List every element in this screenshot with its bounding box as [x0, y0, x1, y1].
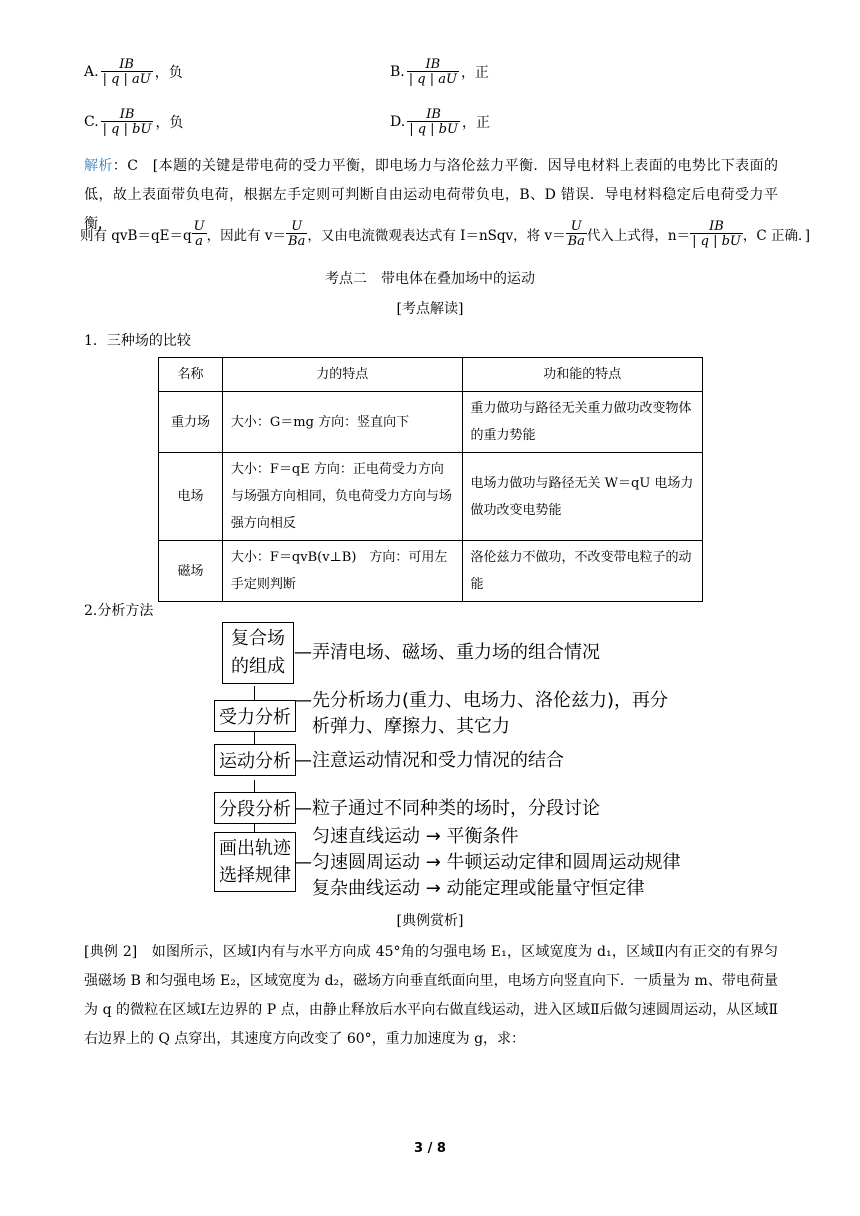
- table-cell-force: 大小：F＝qvB(v⊥B) 方向：可用左手定则判断: [222, 541, 462, 602]
- box-trajectory-law: 画出轨迹 选择规律: [214, 832, 296, 892]
- flow-text-motion: —注意运动情况和受力情况的结合: [294, 750, 564, 771]
- option-b: B. $\frac{IB}{| q | aU}$ ，正: [390, 57, 489, 87]
- option-c-fraction: $\frac{IB}{| q | bU}$: [102, 107, 152, 137]
- section-title: 考点二 带电体在叠加场中的运动: [325, 271, 535, 287]
- flow-text-force: —先分析场力(重力、电场力、洛伦兹力)，再分 析弹力、摩擦力、其它力: [294, 690, 669, 737]
- example-subtitle: [典例赏析]: [396, 913, 464, 929]
- table-header-row: [159, 358, 703, 392]
- flow-text-segment: —粒子通过不同种类的场时，分段讨论: [294, 798, 600, 819]
- option-a: A. $\frac{IB}{| q | aU}$ ，负: [84, 57, 183, 87]
- flow-text-composite: —弄清电场、磁场、重力场的组合情况: [294, 642, 600, 663]
- option-c: C. $\frac{IB}{| q | bU}$ ，负: [84, 107, 184, 137]
- flow-text-laws: 匀速直线运动 → 平衡条件 —匀速圆周运动 → 牛顿运动定律和圆周运动规律 复杂曲线运动 → 动能定理或能量守恒定律: [294, 826, 681, 899]
- table-cell-energy: 洛伦兹力不做功，不改变带电粒子的动能: [462, 541, 702, 602]
- fraction-u-over-ba-2: $\frac{U}{Ba}$: [567, 219, 585, 249]
- section-subtitle: [考点解读]: [396, 301, 464, 317]
- box-segment-analysis: 分段分析: [214, 792, 296, 824]
- heading-field-comparison: 1．三种场的比较: [84, 333, 191, 349]
- box-composite-field: 复合场 的组成: [222, 622, 294, 684]
- option-d: D. $\frac{IB}{| q | bU}$ ，正: [390, 107, 490, 137]
- fraction-u-over-a: $\frac{U}{a}$: [193, 219, 205, 249]
- option-a-fraction: $\frac{IB}{| q | aU}$: [102, 57, 151, 87]
- example-paragraph: [典例 2] 如图所示，区域Ⅰ内有与水平方向成 45°角的匀强电场 E₁，区域宽度为 d₁，区域Ⅱ内有正交的有界匀强磁场 B 和匀强电场 E₂，区域宽度为 d₂，磁场方向垂直纸面向里，电场方向竖直向下．一质量为 m、带电荷量为 q 的微粒在区域Ⅰ左边界的 P 点，由静止释放后水平向右做直线运动，进入区域Ⅱ后做匀速圆周运动，从区域Ⅱ右边界上的 Q 点穿出，其速度方向改变了 60°，重力加速度为 g，求：: [84, 944, 778, 1047]
- table-cell-energy: 重力做功与路径无关重力做功改变物体的重力势能: [462, 392, 702, 453]
- box-force-analysis: 受力分析: [214, 700, 296, 732]
- table-header: 功和能的特点: [462, 358, 702, 392]
- table-cell-name: 重力场: [159, 392, 223, 453]
- analysis-paragraph: 解析：C [本题的关键是带电荷的受力平衡，即电场力与洛伦兹力平衡．因导电材料上表面的电势比下表面的低，故上表面带负电荷，根据左手定则可判断自由运动电荷带负电，B、D 错误．导电材料稳定后电荷受力平衡，: [84, 158, 779, 232]
- page-number: 3 / 8: [414, 1141, 446, 1156]
- fraction-ib-over-qbu: $\frac{IB}{| q | bU}$: [692, 219, 741, 249]
- table-cell-force: 大小：G＝mg 方向：竖直向下: [222, 392, 462, 453]
- fraction-u-over-ba: $\frac{U}{Ba}$: [288, 219, 306, 249]
- analysis-label: 解析: [84, 158, 113, 174]
- table-header: 力的特点: [222, 358, 462, 392]
- option-d-fraction: $\frac{IB}{| q | bU}$: [409, 107, 458, 137]
- table-row: [159, 453, 703, 541]
- analysis-method-diagram: [214, 620, 774, 899]
- heading-analysis-method: 2.分析方法: [84, 603, 154, 619]
- box-motion-analysis: 运动分析: [214, 744, 296, 776]
- table-cell-force: 大小：F＝qE 方向：正电荷受力方向与场强方向相同，负电荷受力方向与场强方向相反: [222, 453, 462, 541]
- table-header: 名称: [159, 358, 223, 392]
- field-comparison-table: [158, 357, 703, 602]
- table-row: [159, 392, 703, 453]
- table-cell-name: 磁场: [159, 541, 223, 602]
- table-row: [159, 541, 703, 602]
- option-b-fraction: $\frac{IB}{| q | aU}$: [408, 57, 457, 87]
- table-cell-name: 电场: [159, 453, 223, 541]
- analysis-formula-line: 则有 qvB＝qE＝q $\frac{U}{a}$ ，因此有 v＝ $\frac{U}{Ba}$ ，又由电流微观表达式有 I＝nSqv，将 v＝ $\frac{U}{Ba}$ 代入上式得，n＝ $\frac{IB}{| q | bU}$ ，C 正确．]: [80, 219, 811, 249]
- table-cell-energy: 电场力做功与路径无关 W＝qU 电场力做功改变电势能: [462, 453, 702, 541]
